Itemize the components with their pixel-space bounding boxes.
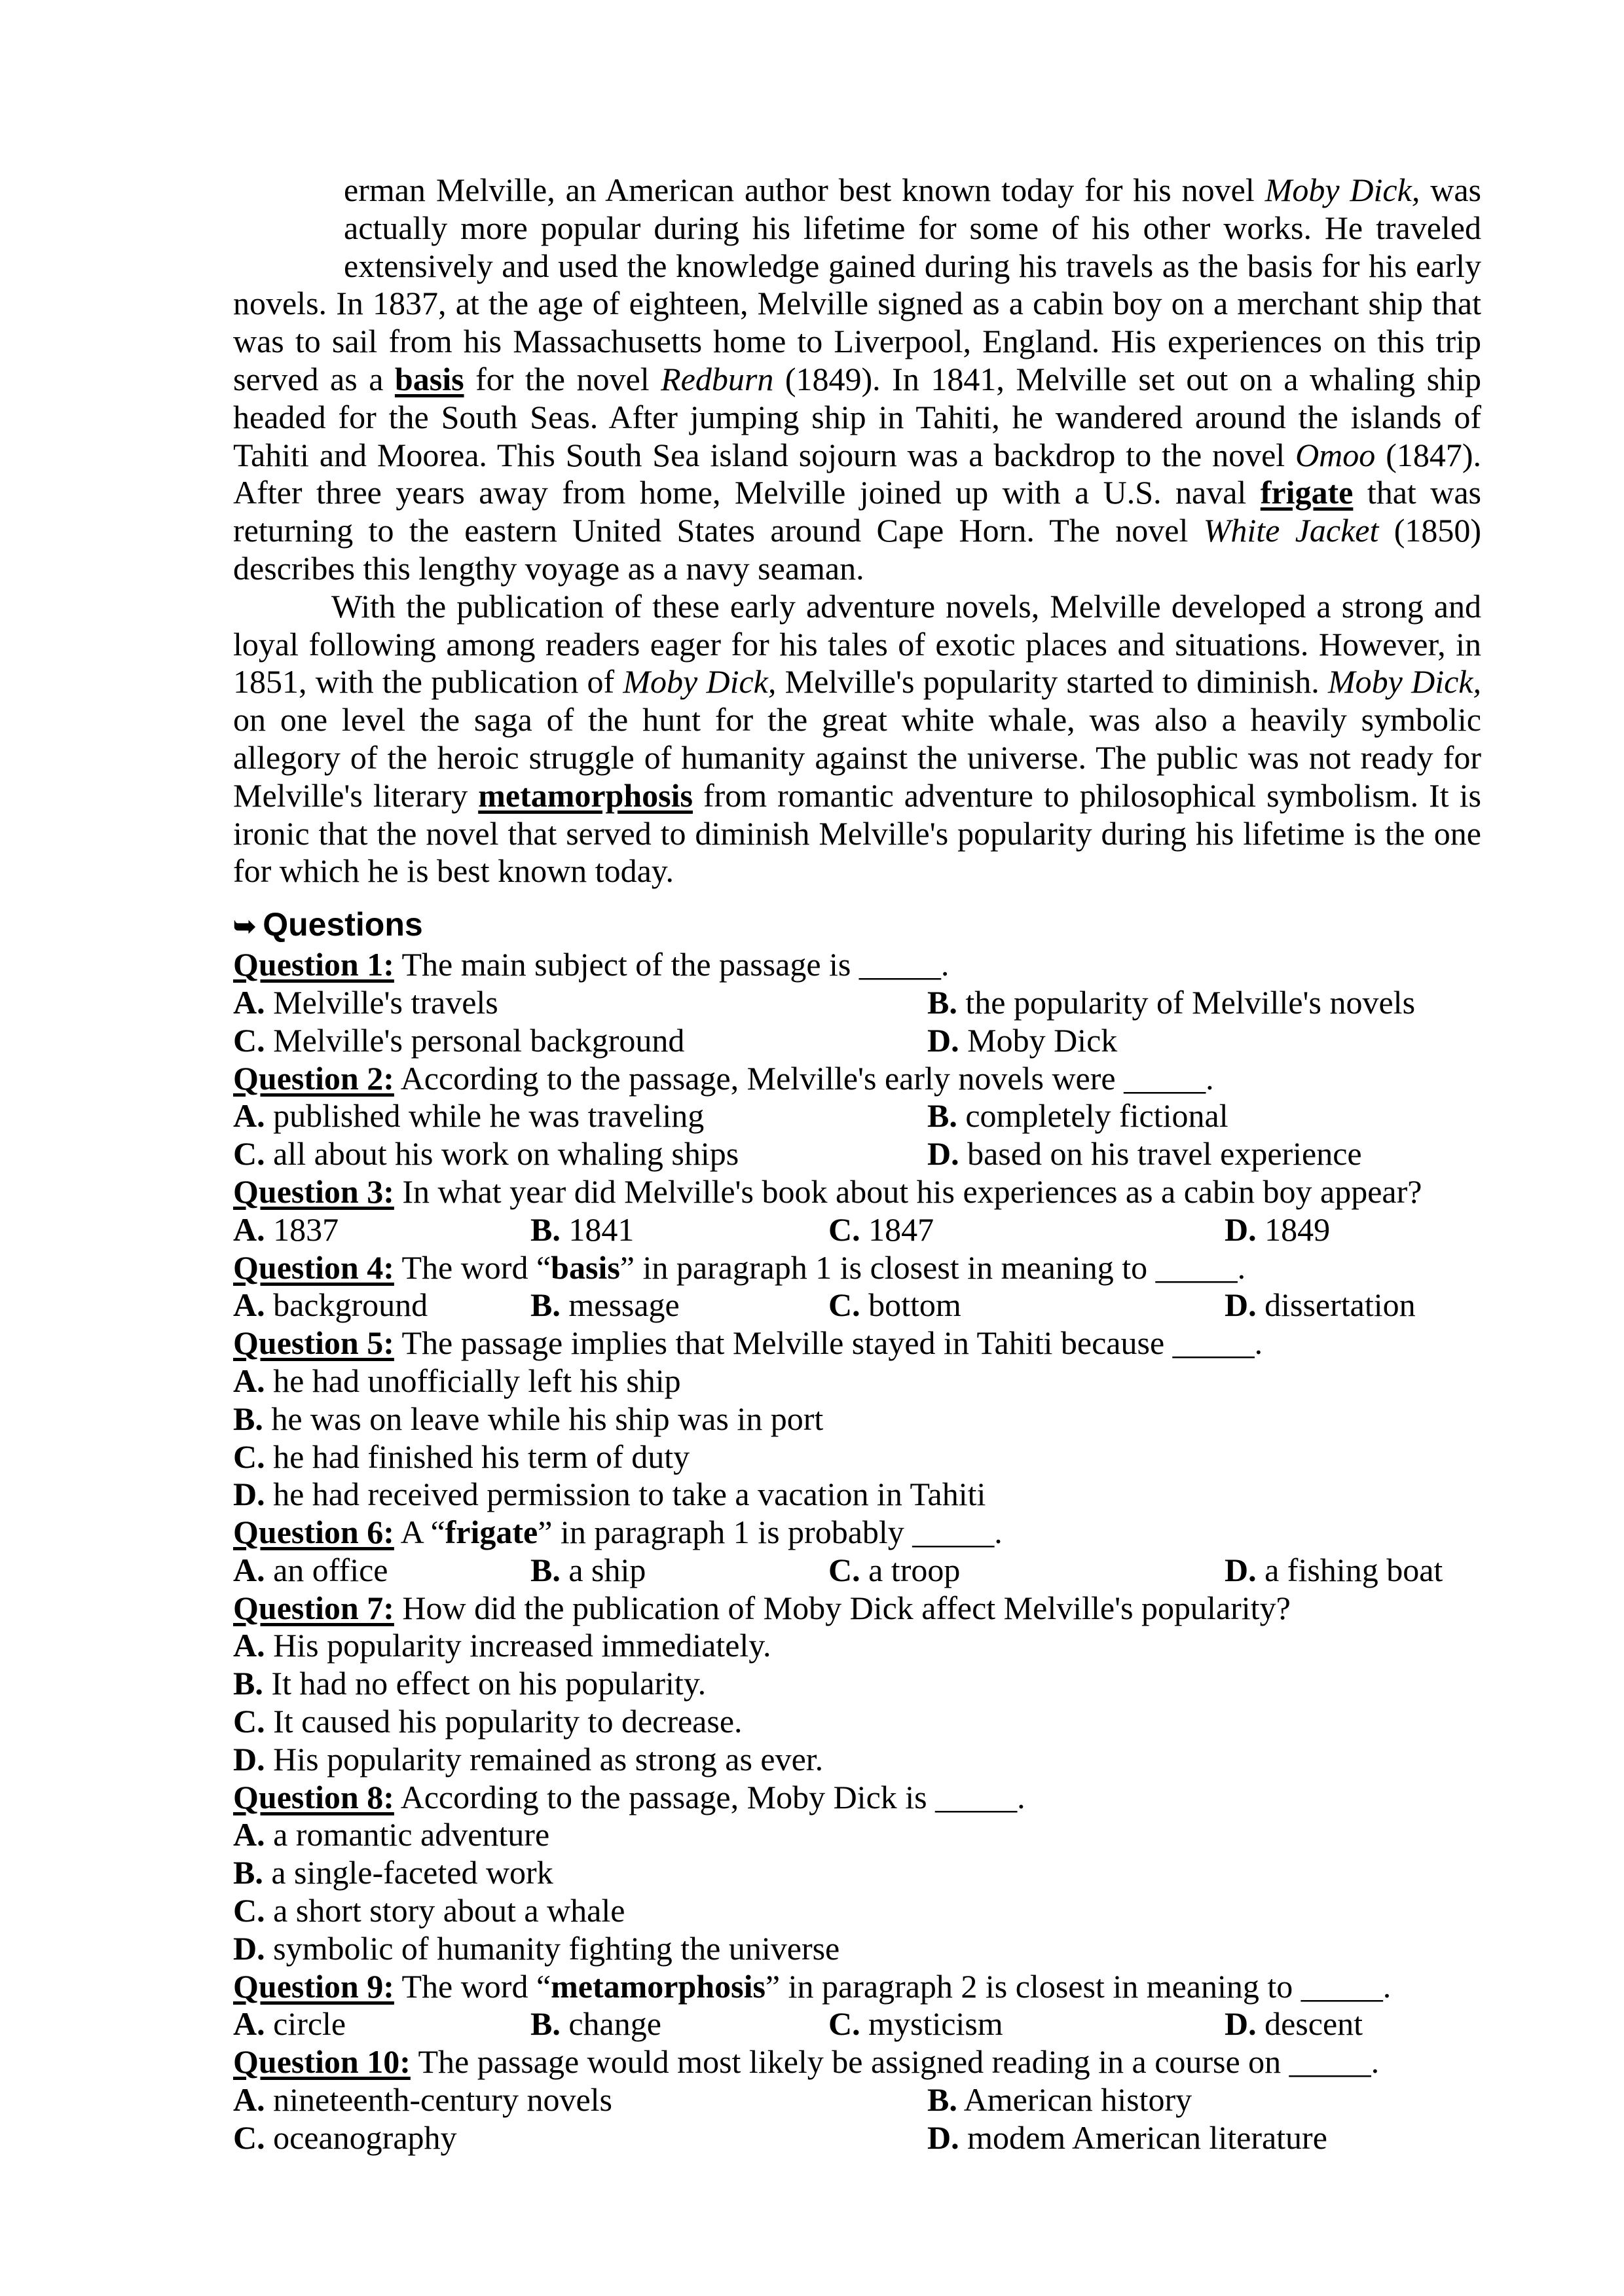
option-text: he had received permission to take a vacation in Tahiti xyxy=(265,1476,986,1513)
option-letter: A. xyxy=(233,1362,265,1399)
question-stem xyxy=(233,1779,1481,1817)
question-stem xyxy=(233,1060,1481,1098)
answer-option[interactable] xyxy=(233,984,927,1022)
option-letter: A. xyxy=(233,2081,265,2119)
option-letter: D. xyxy=(233,1929,265,1967)
option-letter: A. xyxy=(233,2005,265,2043)
answer-option[interactable] xyxy=(828,1211,1225,1249)
option-letter: C. xyxy=(233,1892,265,1929)
answer-option[interactable] xyxy=(828,2005,1225,2043)
option-text: completely fictional xyxy=(957,1097,1228,1135)
answer-options-row xyxy=(233,984,1481,1022)
option-text: the popularity of Melville's novels xyxy=(957,983,1416,1021)
reading-passage xyxy=(233,172,1481,890)
answer-option[interactable] xyxy=(530,1286,828,1324)
option-letter: B. xyxy=(927,2081,957,2119)
answer-option[interactable] xyxy=(927,1135,1362,1173)
answer-option[interactable] xyxy=(927,984,1415,1022)
option-letter: D. xyxy=(1225,2005,1257,2043)
answer-option[interactable] xyxy=(233,1211,530,1249)
option-letter: C. xyxy=(233,1135,265,1173)
answer-option[interactable] xyxy=(233,2119,927,2157)
question-label: Question 8: xyxy=(233,1778,394,1815)
question-block xyxy=(233,1968,1481,2044)
passage-paragraph xyxy=(233,172,1481,588)
question-block xyxy=(233,1173,1481,1249)
option-letter: D. xyxy=(927,1135,959,1173)
question-text: The word “ xyxy=(394,1967,551,2005)
question-block xyxy=(233,1779,1481,1968)
answer-option[interactable] xyxy=(233,2081,927,2119)
answer-option[interactable] xyxy=(233,1135,927,1173)
option-letter: B. xyxy=(233,1400,263,1437)
drop-cap-space xyxy=(233,172,344,283)
passage-text: on one level the saga of the hunt for the great white whale, was also a heavily symbolic allegory of the heroic struggle of humanity against the universe. The public was not ready for Melville's literary xyxy=(233,701,1481,814)
option-text: bottom xyxy=(860,1286,961,1324)
option-letter: B. xyxy=(530,1211,561,1248)
answer-option[interactable] xyxy=(233,1552,530,1590)
question-label: Question 5: xyxy=(233,1324,394,1362)
question-text: In what year did Melville's book about his experiences as a cabin boy appear? xyxy=(394,1173,1422,1210)
option-letter: C. xyxy=(828,1551,860,1588)
highlighted-vocabulary: frigate xyxy=(1260,474,1354,511)
option-letter: B. xyxy=(233,1665,263,1702)
answer-options xyxy=(233,1552,1481,1590)
option-text: oceanography xyxy=(265,2119,457,2156)
option-letter: D. xyxy=(1225,1286,1257,1324)
option-text: an office xyxy=(265,1551,388,1588)
option-letter: A. xyxy=(233,1816,265,1853)
answer-option[interactable] xyxy=(530,2005,828,2043)
highlighted-vocabulary: basis xyxy=(394,360,464,397)
passage-text: that was returning to the eastern United States around Cape Horn. The novel xyxy=(233,474,1482,549)
book-title: Moby Dick, xyxy=(1328,663,1482,701)
option-letter: B. xyxy=(530,1286,561,1324)
option-letter: B. xyxy=(233,1854,263,1891)
option-letter: C. xyxy=(233,1438,265,1475)
answer-option[interactable] xyxy=(1225,1286,1416,1324)
book-title: Moby Dick, xyxy=(1264,172,1420,208)
book-title: Omoo xyxy=(1295,436,1376,473)
option-letter: C. xyxy=(828,2005,860,2043)
questions-title: Questions xyxy=(263,906,423,943)
option-text: change xyxy=(560,2005,661,2043)
option-letter: A. xyxy=(233,1097,265,1135)
passage-text: was actually more popular during his lifetime for some of his other works. He traveled extensively and used the knowledge gained during his travels as the basis for his early novels. In 1837, at the age of eighteen, Melville signed as a cabin boy on a merchant ship that was to sail from his Massachusetts home to Liverpool, England. His experiences on this trip served as a xyxy=(233,172,1482,397)
passage-text: for the novel xyxy=(464,360,661,397)
question-stem xyxy=(233,1324,1481,1362)
option-letter: A. xyxy=(233,1551,265,1588)
option-text: background xyxy=(265,1286,428,1324)
answer-option[interactable] xyxy=(1225,1552,1443,1590)
answer-option[interactable] xyxy=(1225,1211,1330,1249)
answer-option[interactable] xyxy=(233,1741,1481,1779)
answer-option[interactable] xyxy=(233,2005,530,2043)
option-text: descent xyxy=(1256,2005,1363,2043)
option-letter: B. xyxy=(530,1551,561,1588)
answer-options-row xyxy=(233,1097,1481,1135)
question-text: ” in paragraph 1 is probably _____. xyxy=(538,1514,1003,1551)
answer-option[interactable] xyxy=(233,1022,927,1060)
option-letter: C. xyxy=(233,2119,265,2156)
passage-text: (1849). In 1841, Melville set out on a whaling ship headed for the South Seas. After jumping ship in Tahiti, he wandered around the islands of Tahiti and Moorea. This South Sea island sojourn was a backdrop to the novel xyxy=(233,360,1482,473)
answer-option[interactable] xyxy=(233,1816,1481,1854)
option-text: His popularity increased immediately. xyxy=(265,1627,771,1664)
option-text: a fishing boat xyxy=(1256,1551,1443,1588)
option-text: Melville's personal background xyxy=(265,1021,685,1059)
question-stem xyxy=(233,1173,1481,1211)
answer-options-row xyxy=(233,2081,1481,2119)
option-text: a ship xyxy=(560,1551,646,1588)
highlighted-vocabulary: metamorphosis xyxy=(478,776,693,814)
option-letter: A. xyxy=(233,1211,265,1248)
question-text: The word “ xyxy=(394,1248,551,1286)
question-text: ” in paragraph 2 is closest in meaning to _____. xyxy=(765,1967,1392,2005)
question-text: The passage would most likely be assigned reading in a course on _____. xyxy=(410,2043,1380,2081)
option-letter: C. xyxy=(828,1211,860,1248)
option-text: mysticism xyxy=(860,2005,1003,2043)
question-label: Question 4: xyxy=(233,1248,394,1286)
answer-option[interactable] xyxy=(233,1400,1481,1438)
passage-paragraph xyxy=(233,588,1481,890)
option-letter: D. xyxy=(1225,1551,1257,1588)
option-text: he had unofficially left his ship xyxy=(265,1362,681,1399)
passage-text: Melville's popularity started to diminish. xyxy=(776,663,1329,701)
answer-option[interactable] xyxy=(233,1703,1481,1741)
question-block xyxy=(233,1249,1481,1325)
answer-option[interactable] xyxy=(233,1627,1481,1665)
question-label: Question 2: xyxy=(233,1059,394,1097)
option-letter: A. xyxy=(233,1286,265,1324)
option-letter: B. xyxy=(927,1097,957,1135)
option-text: 1847 xyxy=(860,1211,934,1248)
option-letter: A. xyxy=(233,983,265,1021)
question-stem xyxy=(233,1514,1481,1552)
option-text: Moby Dick xyxy=(959,1021,1118,1059)
passage-text: With the publication of these early adventure novels, Melville developed a strong and loyal following among readers eager for his tales of exotic places and situations. However, in 1851, with the publication of xyxy=(233,587,1481,701)
option-text: It caused his popularity to decrease. xyxy=(265,1703,743,1740)
option-text: dissertation xyxy=(1256,1286,1416,1324)
answer-option[interactable] xyxy=(233,1665,1481,1703)
passage-text: erman Melville, an American author best known today for his novel xyxy=(344,172,1265,208)
question-label: Question 3: xyxy=(233,1173,394,1210)
question-label: Question 10: xyxy=(233,2043,411,2081)
document-page xyxy=(233,172,1481,2157)
answer-option[interactable] xyxy=(233,1476,1481,1514)
question-text: How did the publication of Moby Dick affect Melville's popularity? xyxy=(394,1589,1291,1626)
option-text: all about his work on whaling ships xyxy=(265,1135,739,1173)
option-letter: D. xyxy=(927,2119,959,2156)
question-text: ” in paragraph 1 is closest in meaning to _____. xyxy=(619,1248,1246,1286)
option-letter: D. xyxy=(1225,1211,1257,1248)
option-text: circle xyxy=(265,2005,346,2043)
question-text: frigate xyxy=(445,1514,538,1551)
option-text: 1837 xyxy=(265,1211,339,1248)
question-list xyxy=(233,946,1481,2157)
answer-option[interactable] xyxy=(927,1022,1117,1060)
question-label: Question 7: xyxy=(233,1589,394,1626)
answer-option[interactable] xyxy=(1225,2005,1363,2043)
option-text: a romantic adventure xyxy=(265,1816,550,1853)
option-text: a troop xyxy=(860,1551,961,1588)
option-letter: C. xyxy=(233,1703,265,1740)
answer-option[interactable] xyxy=(233,1362,1481,1400)
option-text: symbolic of humanity fighting the universe xyxy=(265,1929,840,1967)
option-text: modem American literature xyxy=(959,2119,1327,2156)
option-text: a short story about a whale xyxy=(265,1892,625,1929)
question-label: Question 1: xyxy=(233,946,394,983)
answer-option[interactable] xyxy=(828,1552,1225,1590)
book-title: Redburn xyxy=(661,360,774,397)
answer-options xyxy=(233,1286,1481,1324)
question-label: Question 6: xyxy=(233,1514,394,1551)
option-letter: D. xyxy=(927,1021,959,1059)
question-stem xyxy=(233,1968,1481,2006)
question-label: Question 9: xyxy=(233,1967,394,2005)
question-block xyxy=(233,1324,1481,1514)
passage-text: (1850) describes this lengthy voyage as a navy seaman. xyxy=(233,512,1481,587)
question-stem xyxy=(233,946,1481,984)
question-text: According to the passage, Melville's early novels were _____. xyxy=(394,1059,1214,1097)
option-letter: D. xyxy=(233,1476,265,1513)
answer-options xyxy=(233,1627,1481,1778)
question-block xyxy=(233,2043,1481,2157)
answer-option[interactable] xyxy=(233,1438,1481,1476)
question-text: basis xyxy=(551,1248,620,1286)
option-text: 1841 xyxy=(560,1211,635,1248)
answer-options xyxy=(233,1362,1481,1514)
option-text: 1849 xyxy=(1256,1211,1331,1248)
book-title: White Jacket xyxy=(1203,512,1379,549)
option-letter: D. xyxy=(233,1740,265,1777)
answer-option[interactable] xyxy=(828,1286,1225,1324)
option-text: American history xyxy=(957,2081,1192,2119)
question-block xyxy=(233,1514,1481,1590)
question-text: The main subject of the passage is _____. xyxy=(394,946,950,983)
answer-options-row xyxy=(233,1135,1481,1173)
answer-option[interactable] xyxy=(233,1854,1481,1892)
option-text: a single-faceted work xyxy=(263,1854,553,1891)
option-text: he was on leave while his ship was in port xyxy=(263,1400,824,1437)
question-stem xyxy=(233,1249,1481,1287)
option-text: based on his travel experience xyxy=(959,1135,1362,1173)
answer-options-row xyxy=(233,2119,1481,2157)
question-text: A “ xyxy=(394,1514,445,1551)
option-letter: C. xyxy=(233,1021,265,1059)
question-text: The passage implies that Melville stayed in Tahiti because _____. xyxy=(394,1324,1263,1362)
book-title: Moby Dick, xyxy=(623,663,777,701)
answer-option[interactable] xyxy=(233,1286,530,1324)
answer-options-row xyxy=(233,1022,1481,1060)
question-stem xyxy=(233,1590,1481,1628)
question-block xyxy=(233,1060,1481,1173)
option-text: he had finished his term of duty xyxy=(265,1438,690,1475)
question-stem xyxy=(233,2043,1481,2081)
option-text: Melville's travels xyxy=(265,983,498,1021)
question-text: metamorphosis xyxy=(551,1967,766,2005)
option-letter: A. xyxy=(233,1627,265,1664)
option-letter: C. xyxy=(828,1286,860,1324)
question-block xyxy=(233,946,1481,1059)
answer-option[interactable] xyxy=(530,1552,828,1590)
answer-option[interactable] xyxy=(927,2119,1327,2157)
arrow-icon: ➥ xyxy=(233,911,257,942)
answer-options xyxy=(233,2005,1481,2043)
option-letter: B. xyxy=(927,983,957,1021)
option-text: published while he was traveling xyxy=(265,1097,705,1135)
question-text: According to the passage, Moby Dick is _____. xyxy=(394,1778,1025,1815)
option-text: message xyxy=(560,1286,680,1324)
option-text: nineteenth-century novels xyxy=(265,2081,612,2119)
answer-options xyxy=(233,1816,1481,1967)
answer-option[interactable] xyxy=(233,1097,927,1135)
answer-options xyxy=(233,1211,1481,1249)
answer-option[interactable] xyxy=(233,1930,1481,1968)
answer-option[interactable] xyxy=(927,2081,1192,2119)
answer-option[interactable] xyxy=(233,1892,1481,1930)
answer-option[interactable] xyxy=(530,1211,828,1249)
passage-text: (1847). After three years away from home, Melville joined up with a U.S. naval xyxy=(233,436,1481,511)
passage-text: from romantic adventure to philosophical symbolism. It is ironic that the novel that served to diminish Melville's popularity during his lifetime is the one for which he is best known today. xyxy=(233,776,1481,890)
option-letter: B. xyxy=(530,2005,561,2043)
questions-heading xyxy=(233,905,1481,946)
question-block xyxy=(233,1590,1481,1779)
answer-option[interactable] xyxy=(927,1097,1228,1135)
option-text: It had no effect on his popularity. xyxy=(263,1665,707,1702)
option-text: His popularity remained as strong as ever. xyxy=(265,1740,824,1777)
